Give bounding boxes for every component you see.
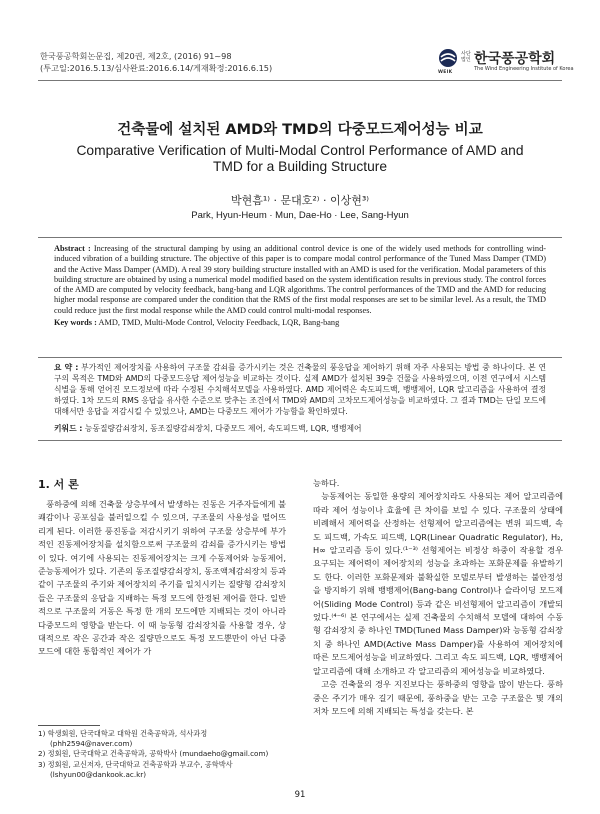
abstract [54,244,546,328]
abstract-text: Increasing of the structural damping by using an additional control device is one of the widely used methods for controlling wind-induced vibration of a building structure. The objective of this paper is to compare modal control performance of the Tuned Mass Damper (TMD) and the Active Mass Damper (AMD). A real 39 story building structure installed with an AMD is used for the verification. Modal parameters of this building structure are obtained by using a numerical model modified based on the system identification results in previous study. The control forces of the AMD are computed by velocity feedback, bang-bang and LQR algorithms. The control performances of the TMD and the AMD for reducing higher modal response are compared under the condition that the RMS of the first modal responses are set to be similar level. As a result, the TMD could reduce just the first modal response while the AMD could control multi-modal responses. [54,244,546,315]
society-logo [438,48,574,78]
header-rule [38,80,562,81]
submission-dates: (투고일:2016.5.13/심사완료:2016.6.14/게재확정:2016.6.15) [40,63,273,73]
korean-keywords [54,423,546,434]
footnote: 1) 학생회원, 단국대학교 대학원 건축공학과, 석사과정 [38,729,208,738]
authors-korean: 박현흠¹⁾ · 문대호²⁾ · 이상현³⁾ [231,194,369,207]
keywords-text: AMD, TMD, Multi-Mode Control, Velocity Feedback, LQR, Bang-bang [96,318,340,328]
body-left-column [38,498,286,659]
korean-keywords-text: 능동질량감쇠장치, 동조질량감쇠장치, 다중모드 제어, 속도피드백, LQR, 뱅뱅제어 [82,424,362,433]
body-paragraph: 능하다. [313,478,340,488]
journal-header [40,50,272,74]
logo-org-name: 한국풍공학회 [474,51,556,67]
logo-weik: WEIK [438,70,453,75]
page-number: 91 [294,790,306,800]
footnotes [38,729,286,780]
korean-keywords-label: 키워드 : [54,424,83,433]
title-korean: 건축물에 설치된 AMD와 TMD의 다중모드제어성능 비교 [117,122,483,138]
abstract-bottom-rule [38,440,562,441]
footnote: (lshyun00@dankook.ac.kr) [50,769,147,779]
logo-org-en: The Wind Engineering Institute of Korea [474,66,574,72]
footnote: 3) 정회원, 교신저자, 단국대학교 건축공학과 부교수, 공학박사 [38,759,233,769]
yoyak-text: 부가적인 제어장치를 사용하여 구조물 감쇠를 증가시키는 것은 건축물의 풍응답을 제어하기 위해 자주 사용되는 방법 중 하나이다. 본 연구의 목적은 TMD와 AMD의 다중모드응답 제어성능을 비교하는 것이다. 실제 AMD가 설치된 39층 건물을 사용하였으며, 이전 연구에서 시스템식별을 통해 얻어진 모드정보에 따라 수정된 수치해석모델을 사용하였다. AMD 제어력은 속도피드백, 뱅뱅제어, LQR 알고리즘을 사용하여 결정하였다. 1차 모드의 RMS 응답을 유사한 수준으로 맞추는 조건에서 TMD와 AMD의 고차모드제어성능을 비교하였다. 그 결과 TMD는 단일 모드에 대해서만 응답을 저감시킬 수 있었으나, AMD는 다중모드 제어가 가능함을 확인하였다. [54,363,546,416]
authors-english: Park, Hyun-Heum · Mun, Dae-Ho · Lee, Sang-Hyun [191,210,409,221]
body-paragraph: 능동제어는 동일한 용량의 제어장치라도 사용되는 제어 알고리즘에 따라 제어 성능이나 효율에 큰 차이를 보일 수 있다. 구조물의 상태에 비례해서 제어력을 산정하는 선형제어 알고리즘에는 변위 피드백, 속도 피드백, 가속도 피드백, LQR(Linear Quadratic Regulator), H₂, H∞ 알고리즘 등이 있다.⁽¹⁻³⁾ 선형제어는 비정상 하중이 작용할 경우 요구되는 제어력이 제어장치의 성능을 초과하는 포화문제를 유발하기도 한다. 이러한 포화문제와 불확실한 모델로부터 발생하는 불안정성을 방지하기 위해 뱅뱅제어(Bang-bang Control)나 슬라이딩 모드제어(Sliding Mode Control) 등과 같은 비선형제어 알고리즘이 개발되었다.⁽⁴⁻⁶⁾ 본 연구에서는 실제 건축물의 수치해석 모델에 대하여 수동형 감쇠장치 중 하나인 TMD(Tuned Mass Damper)와 능동형 감쇠장치 중 하나인 AMD(Active Mass Damper)를 사용하여 제어장치에 따른 모드제어성능을 비교하였다. 그리고 속도 피드백, LQR, 뱅뱅제어 알고리즘에 대해 소개하고 각 알고리즘의 제어성능을 비교하였다. [313,491,564,676]
abstract-top-rule [38,237,562,238]
abstract-label: Abstract : [54,244,91,253]
keywords-label: Key words : [54,318,97,328]
journal-info: 한국풍공학회논문집, 제20권, 제2호, (2016) 91~98 [40,51,232,61]
body-paragraph: 고층 건축물의 경우 지진보다는 풍하중의 영향을 많이 받는다. 풍하중은 주기가 매우 길기 때문에, 풍하중을 받는 고층 구조물은 몇 개의 저차 모드에 의해 지배되는 특성을 갖는다. 본 [313,679,563,716]
footnote-rule [38,725,100,726]
section-heading: 1. 서 론 [38,478,79,491]
title-english: Comparative Verification of Multi-Modal Control Performance of AMD and TMD for a Building Structure [76,143,524,174]
logo-org-small: 사단 법인 [461,51,471,63]
abstract-mid-rule [38,357,562,358]
footnote: (phh2594@naver.com) [50,739,133,749]
korean-abstract [54,362,546,417]
body-right-column [313,477,563,718]
abstract-keywords [54,318,546,328]
abstract-paragraph [54,244,546,316]
yoyak-label: 요 약 : [54,363,79,372]
footnote: 2) 정회원, 단국대학교 건축공학과, 공학박사 (mundaeho@gmail.com) [38,749,269,759]
wind-logo-icon [438,48,458,68]
body-paragraph: 풍하중에 의해 건축물 상층부에서 발생하는 진동은 거주자들에게 불쾌감이나 공포심을 불러일으킬 수 있으며, 구조물의 사용성을 떨어뜨리게 된다. 이러한 풍진동을 저감시키기 위하여 구조물 상층부에 부가적인 진동제어장치를 설치함으로써 구조물의 감쇠를 증가시키는 방법이 있다. 여기에 사용되는 진동제어장치는 크게 수동제어와 능동제어, 준능동제어가 있다. 기존의 동조질량감쇠장치, 동조액체감쇠장치 등과 같이 구조물의 주기와 제어장치의 주기를 일치시키는 질량형 감쇠장치들은 구조물의 응답을 지배하는 특정 모드에 한정된 제어를 한다. 일반적으로 구조물의 거동은 특정 한 개의 모드에만 지배되는 것이 아니라 다중모드의 영향을 받는다. 이 때 능동형 감쇠장치를 사용할 경우, 상대적으로 작은 공간과 작은 질량만으로도 특정 모드뿐만이 아닌 다중모드에 대한 통합적인 제어가 가 [38,499,286,657]
